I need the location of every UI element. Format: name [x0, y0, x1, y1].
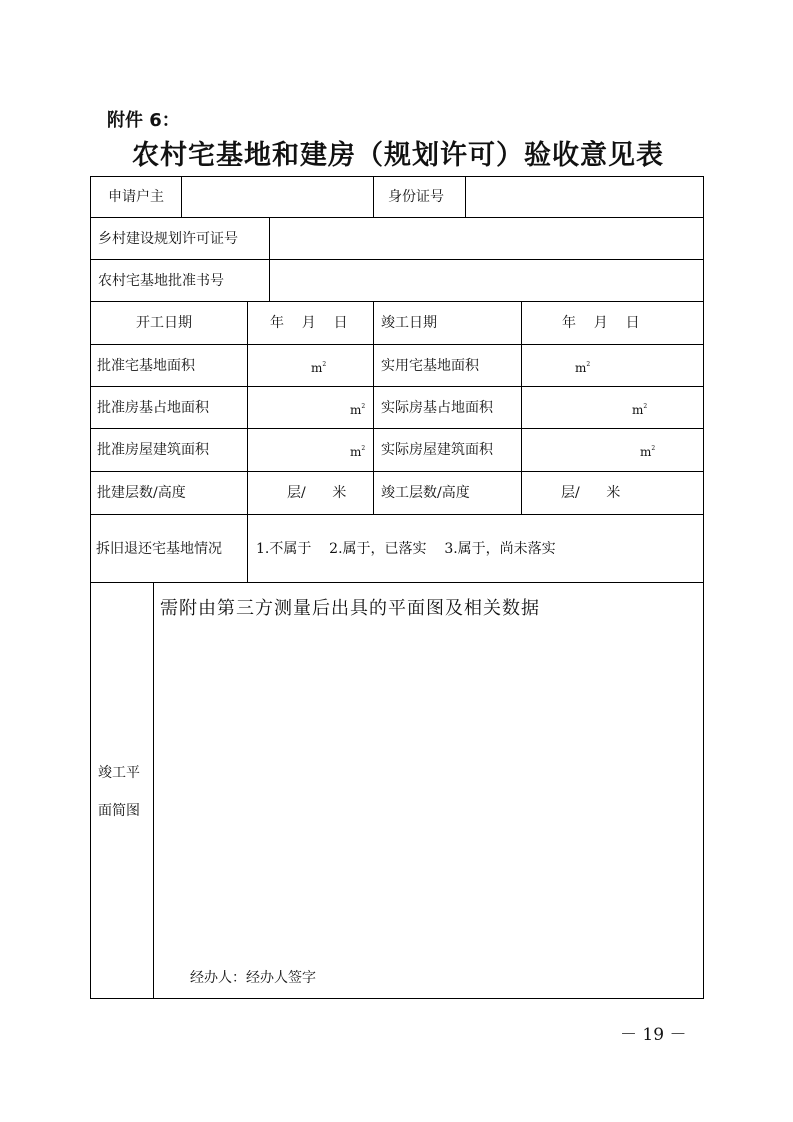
approval-label: 农村宅基地批准书号 [98, 273, 224, 289]
applicant-value-cell[interactable] [181, 176, 374, 218]
plan-requirement-note: 需附由第三方测量后出具的平面图及相关数据 [160, 598, 540, 619]
applicant-label: 申请户主 [108, 189, 164, 205]
demolition-options: 1.不属于 2.属于，已落实 3.属于，尚未落实 [256, 541, 556, 557]
approved-floors-value: 层/ 米 [287, 485, 347, 501]
plan-label-line2: 面简图 [98, 803, 140, 819]
approved-floor-area-unit: $m^2$ [350, 445, 366, 459]
approval-value-cell[interactable] [269, 259, 704, 302]
approved-floors-label: 批建层数/高度 [97, 485, 186, 501]
actual-homestead-area-label: 实用宅基地面积 [381, 358, 479, 374]
completion-date-label: 竣工日期 [381, 315, 437, 331]
actual-footprint-unit: $m^2$ [632, 403, 648, 417]
form-title: 农村宅基地和建房（规划许可）验收意见表 [132, 140, 664, 171]
attachment-number: 附件 6： [107, 110, 180, 131]
plan-sketch-area[interactable] [153, 582, 704, 999]
completed-floors-value: 层/ 米 [561, 485, 621, 501]
approved-homestead-area-unit: $m^2$ [311, 361, 327, 375]
permit-value-cell[interactable] [269, 217, 704, 260]
start-date-value: 年 月 日 [270, 315, 348, 331]
approved-footprint-label: 批准房基占地面积 [97, 400, 209, 416]
approved-footprint-unit: $m^2$ [350, 403, 366, 417]
approved-homestead-area-label: 批准宅基地面积 [97, 358, 195, 374]
start-date-label: 开工日期 [136, 315, 192, 331]
page-number: － 19 － [620, 1025, 687, 1045]
actual-homestead-area-value-cell[interactable] [521, 344, 704, 387]
actual-floor-area-unit: $m^2$ [640, 445, 656, 459]
permit-label: 乡村建设规划许可证号 [98, 231, 238, 247]
plan-label-line1: 竣工平 [98, 765, 140, 781]
completed-floors-label: 竣工层数/高度 [381, 485, 470, 501]
handler-signature[interactable]: 经办人：经办人签字 [190, 970, 316, 986]
actual-homestead-area-unit: $m^2$ [575, 361, 591, 375]
completion-date-value: 年 月 日 [562, 315, 640, 331]
plan-label-cell [90, 582, 154, 999]
actual-footprint-label: 实际房基占地面积 [381, 400, 493, 416]
actual-floor-area-label: 实际房屋建筑面积 [381, 442, 493, 458]
approved-floor-area-label: 批准房屋建筑面积 [97, 442, 209, 458]
actual-floor-area-value-cell[interactable] [521, 428, 704, 472]
actual-footprint-value-cell[interactable] [521, 386, 704, 429]
id-label: 身份证号 [388, 189, 444, 205]
id-value-cell[interactable] [465, 176, 704, 218]
demolition-label: 拆旧退还宅基地情况 [96, 541, 222, 557]
